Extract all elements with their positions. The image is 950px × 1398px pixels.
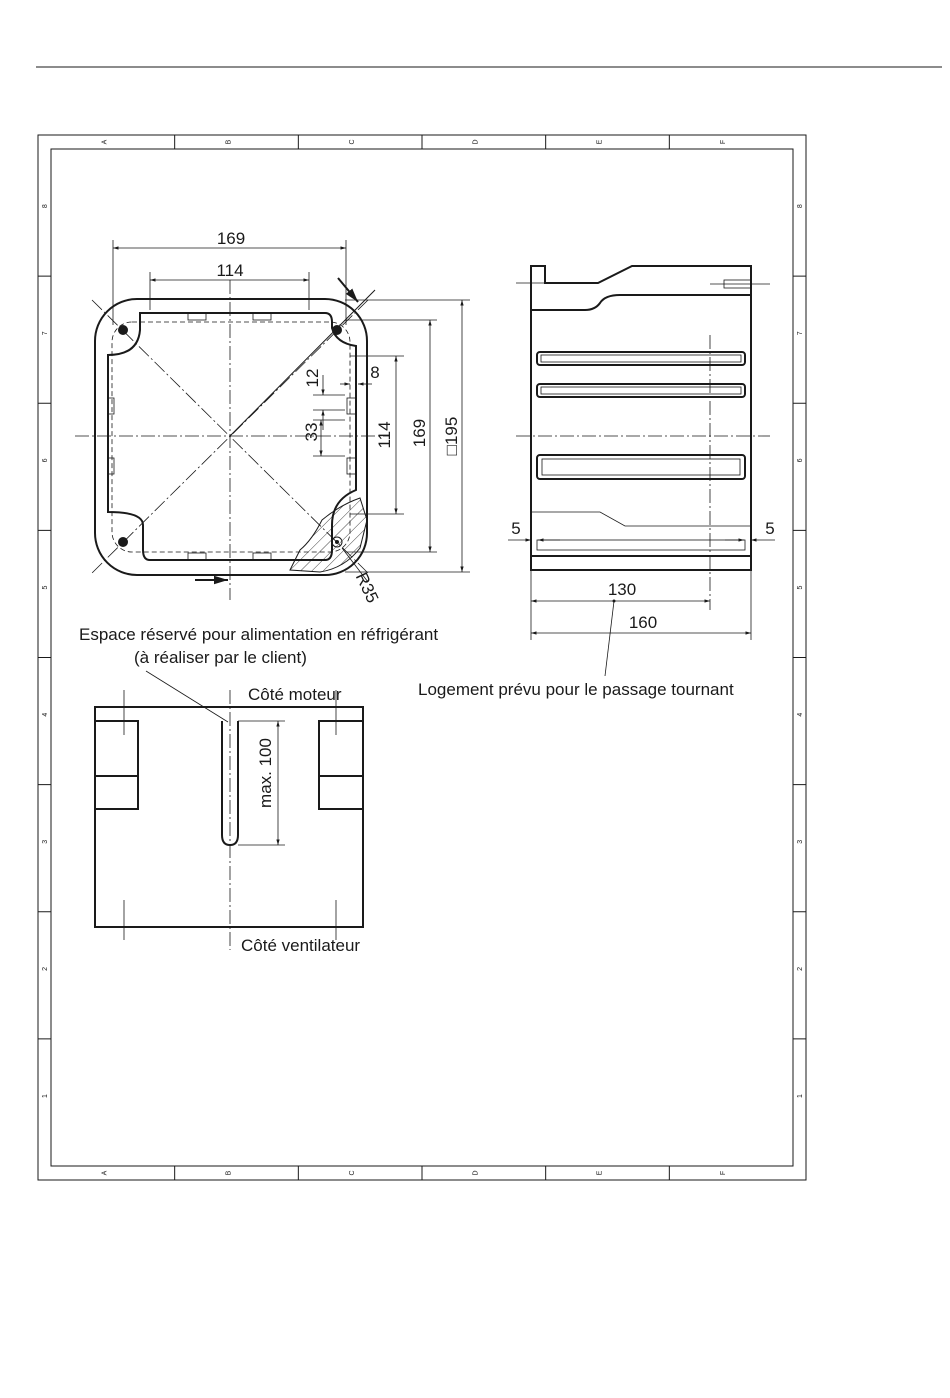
grid-col-top-F: F	[719, 139, 727, 145]
label-fan-side: Côté ventilateur	[241, 936, 361, 955]
grid-row-left-8: 8	[42, 204, 49, 209]
grid-row-left-6: 6	[42, 458, 49, 463]
dim-radius: R35	[351, 569, 383, 606]
side-view	[508, 266, 775, 676]
dim-169-top: 169	[216, 229, 246, 248]
dim-114-side: 114	[375, 421, 394, 449]
dim-12: 12	[303, 368, 322, 388]
grid-col-top-E: E	[596, 139, 604, 145]
dim-160: 160	[628, 613, 658, 632]
grid-row-right-5: 5	[797, 585, 804, 590]
plan-view	[95, 671, 363, 950]
dim-195-square: □195	[442, 416, 461, 456]
label-motor-side: Côté moteur	[248, 685, 342, 704]
dim-33: 33	[302, 422, 321, 442]
grid-row-left-3: 3	[42, 839, 49, 844]
grid-col-bottom-E: E	[596, 1170, 604, 1176]
grid-row-right-6: 6	[797, 458, 804, 463]
grid-col-top-A: A	[101, 139, 109, 145]
grid-col-bottom-C: C	[348, 1170, 356, 1176]
grid-row-left-1: 1	[42, 1094, 49, 1099]
dim-5-right: 5	[765, 519, 775, 538]
grid-col-bottom-F: F	[719, 1170, 727, 1176]
label-coolant-line2: (à réaliser par le client)	[134, 648, 307, 667]
grid-row-left-5: 5	[42, 585, 49, 590]
grid-row-right-8: 8	[797, 204, 804, 209]
grid-col-bottom-B: B	[225, 1170, 233, 1176]
dim-130: 130	[607, 580, 637, 599]
grid-row-right-7: 7	[797, 331, 804, 336]
grid-row-left-2: 2	[42, 967, 49, 971]
grid-row-left-7: 7	[42, 331, 49, 336]
label-coolant-line1: Espace réservé pour alimentation en réfrigérant	[79, 625, 439, 644]
dim-max-100: max. 100	[256, 738, 275, 808]
grid-row-right-1: 1	[797, 1094, 804, 1099]
grid-col-top-D: D	[472, 139, 480, 145]
grid-row-right-3: 3	[797, 839, 804, 844]
dim-8: 8	[370, 363, 380, 382]
grid-col-bottom-A: A	[101, 1170, 109, 1176]
dim-114-top: 114	[216, 261, 244, 280]
grid-row-right-4: 4	[797, 712, 804, 717]
dim-169-side: 169	[410, 418, 429, 448]
grid-col-bottom-D: D	[472, 1170, 480, 1176]
dim-5-left: 5	[511, 519, 521, 538]
grid-col-top-C: C	[348, 139, 356, 145]
grid-col-top-B: B	[225, 139, 233, 145]
front-view	[75, 278, 390, 600]
grid-row-right-2: 2	[797, 967, 804, 971]
label-rotary-joint: Logement prévu pour le passage tournant	[418, 680, 734, 699]
front-view-dimensions	[113, 229, 470, 606]
grid-row-left-4: 4	[42, 712, 49, 717]
